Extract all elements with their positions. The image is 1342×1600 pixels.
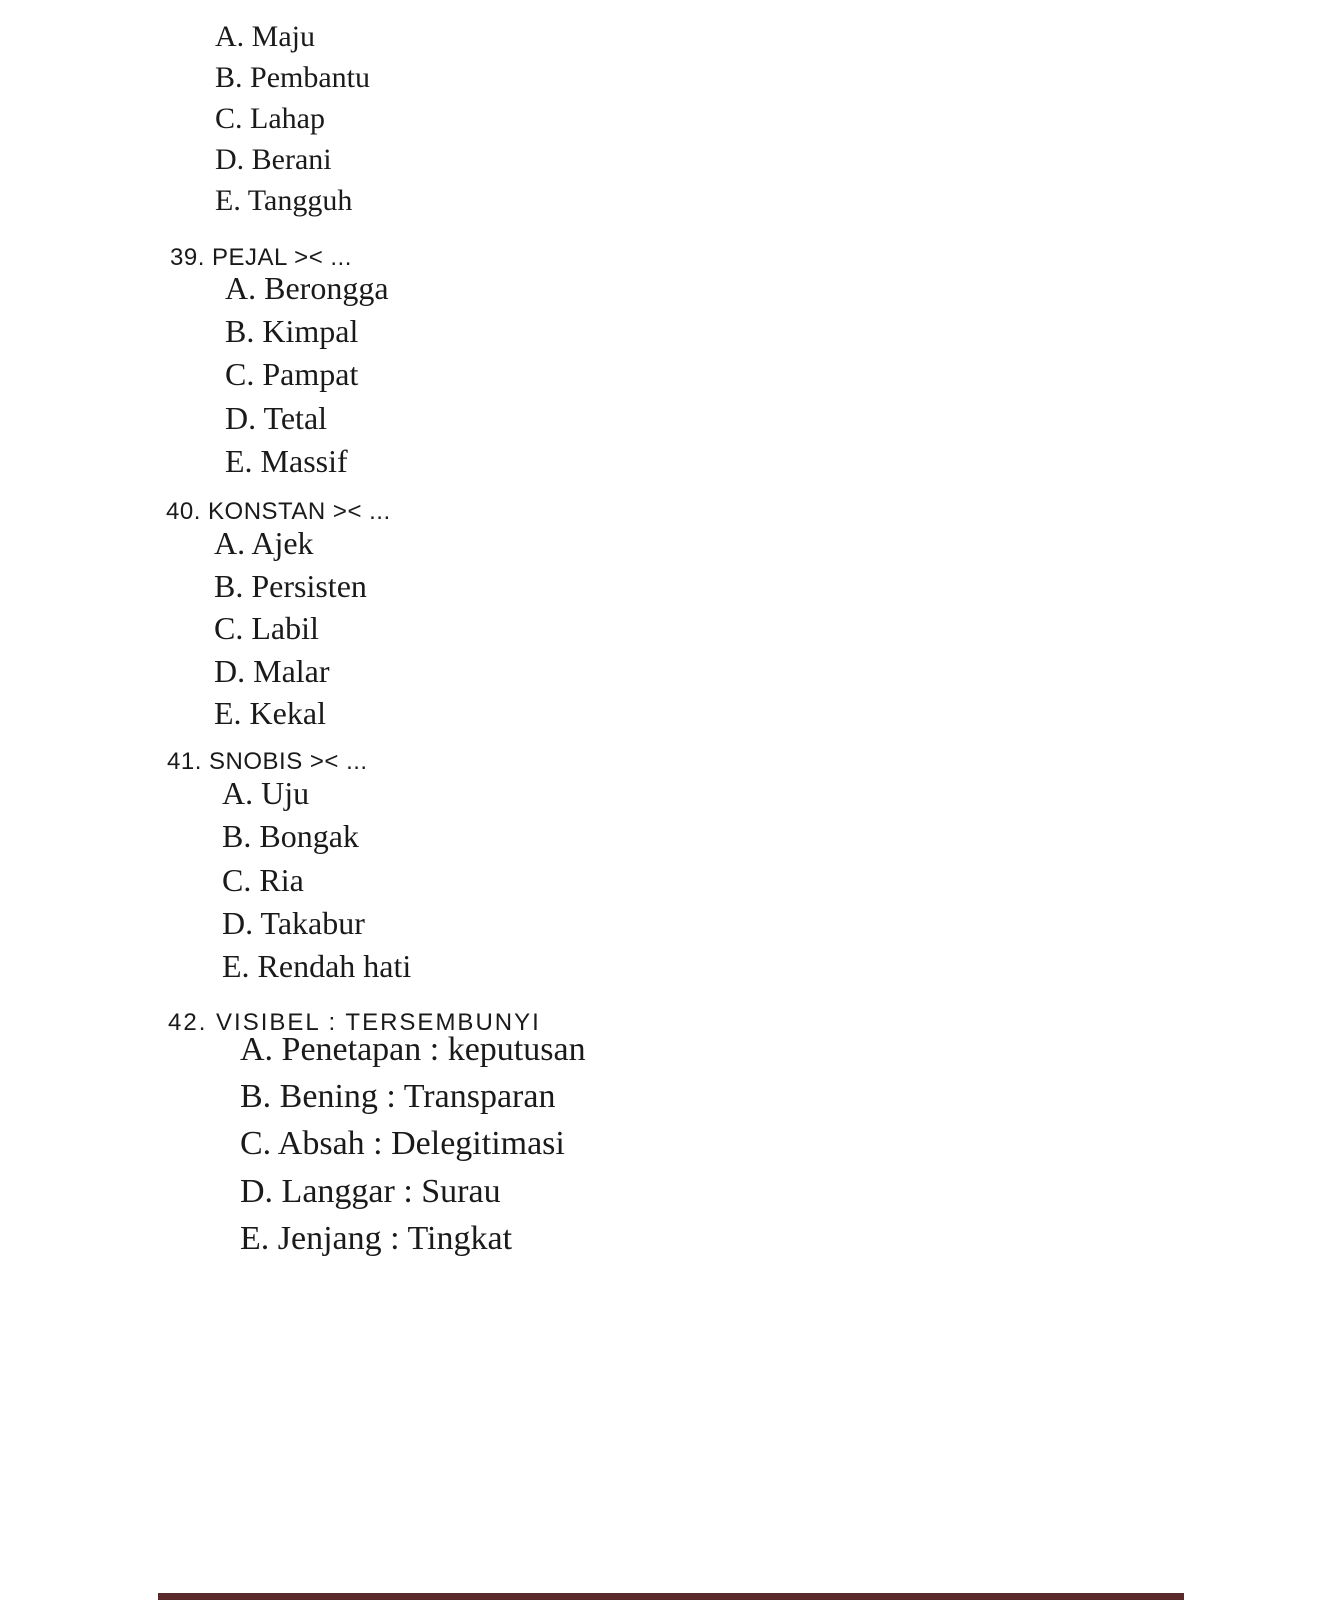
option-d: D. Malar: [214, 653, 330, 689]
option-e: E. Massif: [225, 443, 348, 479]
option-a: A. Penetapan : keputusan: [240, 1031, 586, 1068]
option-c: C. Absah : Delegitimasi: [240, 1125, 565, 1162]
option-c: C. Pampat: [225, 356, 359, 392]
option-b: B. Persisten: [214, 568, 367, 604]
option-c: C. Lahap: [215, 102, 325, 135]
option-b: B. Bening : Transparan: [240, 1078, 556, 1115]
option-d: D. Takabur: [222, 905, 365, 941]
option-b: B. Bongak: [222, 818, 359, 854]
option-a: A. Ajek: [214, 525, 314, 561]
option-a: A. Maju: [215, 20, 315, 53]
question-41-prompt: 41. SNOBIS >< ...: [167, 748, 368, 775]
option-e: E. Kekal: [214, 695, 326, 731]
question-40-prompt: 40. KONSTAN >< ...: [166, 498, 391, 525]
option-b: B. Pembantu: [215, 61, 370, 94]
option-e: E. Jenjang : Tingkat: [240, 1220, 513, 1257]
option-c: C. Labil: [214, 610, 319, 646]
option-b: B. Kimpal: [225, 313, 359, 349]
option-e: E. Rendah hati: [222, 948, 412, 984]
option-a: A. Berongga: [225, 270, 389, 306]
option-d: D. Langgar : Surau: [240, 1173, 501, 1210]
option-d: D. Tetal: [225, 400, 328, 436]
option-d: D. Berani: [215, 143, 332, 176]
question-39-prompt: 39. PEJAL >< ...: [170, 244, 352, 271]
option-c: C. Ria: [222, 862, 304, 898]
question-42-prompt: 42. VISIBEL : TERSEMBUNYI: [168, 1009, 541, 1036]
page-bottom-divider: [158, 1593, 1184, 1600]
option-e: E. Tangguh: [215, 184, 353, 217]
option-a: A. Uju: [222, 775, 310, 811]
